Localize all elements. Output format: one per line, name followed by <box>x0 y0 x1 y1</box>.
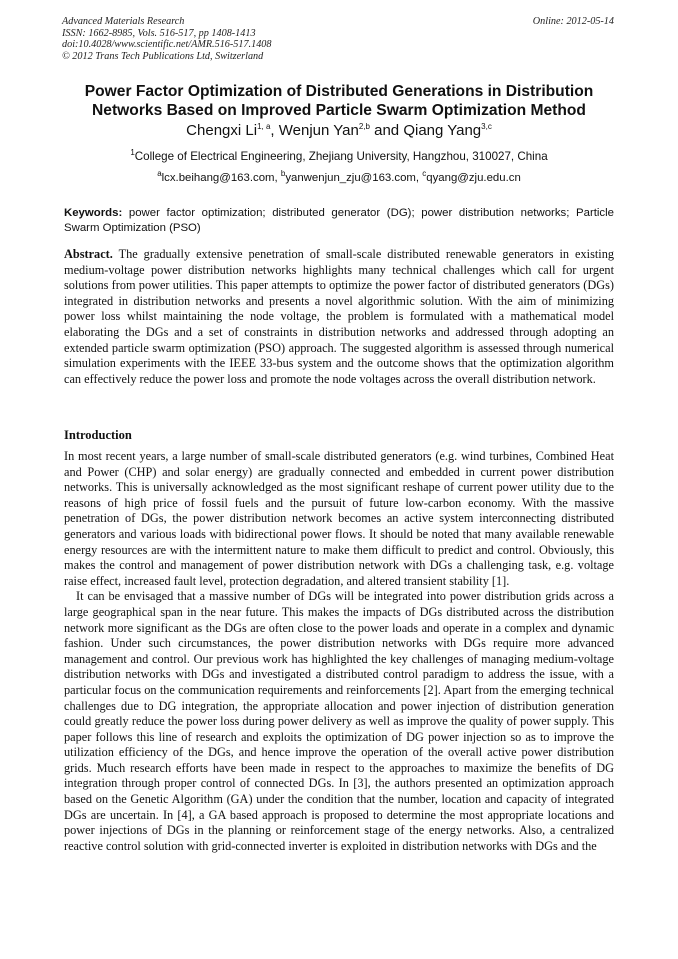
online-date: Online: 2012-05-14 <box>532 16 614 27</box>
keywords-label: Keywords: <box>64 207 123 219</box>
introduction-body <box>64 449 614 854</box>
author-3: Qiang Yang <box>403 122 482 139</box>
author-3-sup: 3,c <box>481 122 492 131</box>
author-list: Chengxi Li$^{1, a}$, Wenjun Yan$^{2,b}$ and Qiang Yang$^{3,c}$ <box>186 122 492 139</box>
email-a-sup: a <box>157 169 162 179</box>
author-2-sup: 2,b <box>358 122 370 131</box>
abstract-label: Abstract. <box>64 247 113 261</box>
affiliation-text: College of Electrical Engineering, Zhejiang University, Hangzhou, 310027, China <box>134 150 548 163</box>
email-c[interactable]: qyang@zju.edu.cn <box>426 172 521 184</box>
copyright-line: © 2012 Trans Tech Publications Ltd, Switzerland <box>62 50 264 62</box>
email-c-sup: c <box>422 169 427 179</box>
title-line-1: Power Factor Optimization of Distributed Generations in Distribution <box>84 83 594 100</box>
paragraph-1: In most recent years, a large number of small-scale distributed generators (e.g. wind turbines, Combined Heat and Power (CHP) and solar energy) are gradually connected and embedded in current power distribution networks. This is universally acknowledged as the most significant reshape of current power utility due to the reasons of high price of fossil fuels and the pursuit of future low-carbon economy. With the massive penetration of DGs, the power distribution network becomes an active system interconnecting distributed generators and various loads with bidirectional power flows. It should be noted that many available renewable energy resources are with the intermittent nature to make them difficult to predict and control. Obviously, this makes the control and management of power distribution network with DGs a challenging task, e.g. voltage raise effect, increased fault level, protection degradation, and altered transient stability [1]. <box>64 449 614 588</box>
affiliation <box>40 149 638 164</box>
email-b-sup: b <box>280 169 286 179</box>
title-line-2: Networks Based on Improved Particle Swarm Optimization Method <box>92 102 586 119</box>
author-emails <box>40 171 638 186</box>
abstract-text: The gradually extensive penetration of small-scale distributed renewable generators in existing medium-voltage power distribution networks highlights many technical challenges which call for urgent solutions from power utilities. This paper attempts to optimize the power factor of distributed generators (DGs) integrated in distribution networks and presents a novel algorithmic solution. With the aim of minimizing power loss whilst maintaining the node voltage, the problem is formulated with a mathematical model elaborating the DGs and a set of constraints in distribution networks and addressed through adopting an extended particle swarm optimization (PSO) approach. The suggested algorithm is assessed through numerical simulation experiments with the IEEE 33-bus system and the outcome shows that the optimization algorithm can effectively reduce the power loss and promote the node voltages across the overall distribution network. <box>64 247 614 386</box>
keywords-text: power factor optimization; distributed generator (DG); power distribution networks; Particle Swarm Optimization (PSO) <box>64 207 614 234</box>
author-1-sup: 1, a <box>257 122 271 131</box>
journal-name: Advanced Materials Research <box>62 16 185 27</box>
abstract-block <box>64 247 614 387</box>
affiliation-sup: 1 <box>130 148 135 158</box>
author-2: Wenjun Yan <box>278 122 359 139</box>
email-b[interactable]: yanwenjun_zju@163.com, <box>285 172 420 184</box>
journal-header <box>62 16 271 62</box>
paragraph-2: It can be envisaged that a massive number of DGs will be integrated into power distribution grids across a large geographical span in the near future. This makes the impacts of DGs distributed across the distribution network more significant as the DGs are often close to the power loads and operate in a complex and dynamic fashion. Under such circumstances, the power distribution networks with DGs require more advanced management and control. Our previous work has highlighted the key challenges of managing medium-voltage distribution networks with DGs and investigated a distributed control paradigm to address the issue, with a particular focus on the communication requirements and reinforcements [2]. Apart from the emerging technical challenges due to DG integration, the appropriate allocation and power injection of distribution generation could greatly reduce the power loss during power delivery as well as improve the quality of power supply. This paper follows this line of research and exploits the optimization of DG power injection so as to improve the utilization efficiency of the DGs, and hence improve the operation of the overall active power distribution grids. Much research efforts have been made in respect to the approaches to maximize the benefits of DG integration through proper control of connected DGs. In [3], the authors presented an optimization approach based on the Genetic Algorithm (GA) under the condition that the number, location and capacity of integrated DGs are uncertain. In [4], a GA based approach is proposed to determine the most appropriate locations and power injections of DGs in the planning or reinforcement stage of the energy networks. Also, a centralized reactive control solution with grid-connected inverter is exploited in distribution networks with DGs and the <box>64 589 614 853</box>
keywords-block <box>64 206 614 236</box>
author-conjunction: and <box>374 122 400 139</box>
author-1: Chengxi Li <box>186 122 258 139</box>
email-a[interactable]: lcx.beihang@163.com, <box>161 172 278 184</box>
issn-line: ISSN: 1662-8985, Vols. 516-517, pp 1408-1413 <box>62 27 256 39</box>
paper-title <box>40 82 638 120</box>
doi-line: doi:10.4028/www.scientific.net/AMR.516-517.1408 <box>62 39 272 51</box>
section-heading-introduction: Introduction <box>64 428 132 442</box>
